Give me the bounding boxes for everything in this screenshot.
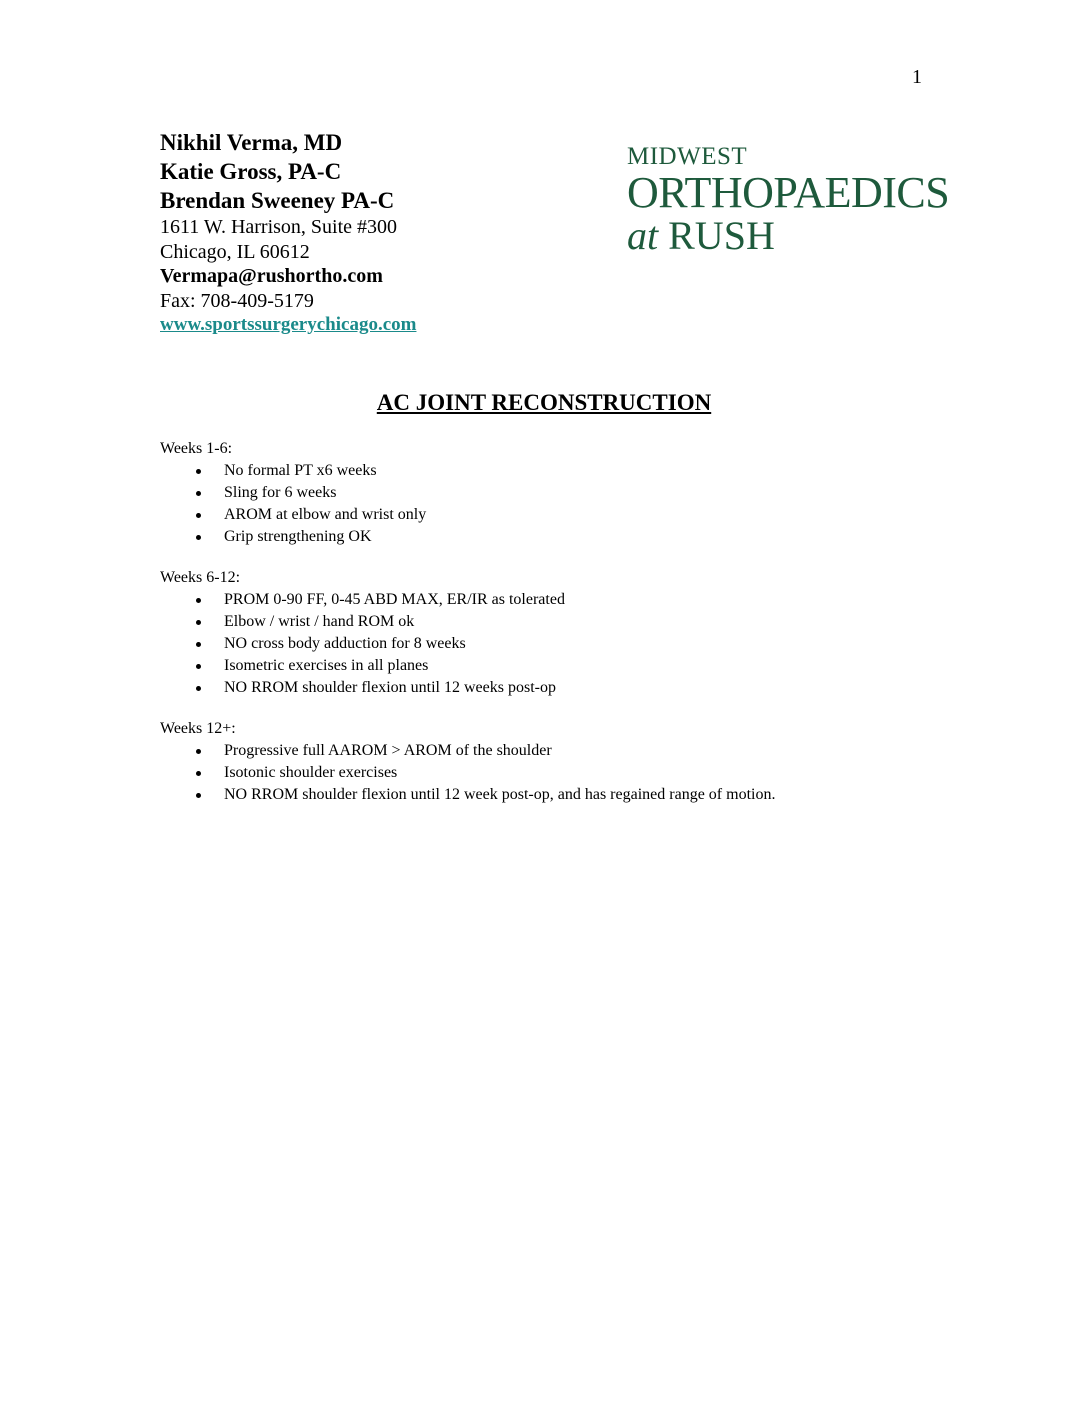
bullet-list	[160, 589, 980, 699]
protocol-content	[160, 438, 980, 825]
provider-name-2: Katie Gross, PA-C	[160, 159, 342, 184]
page-number: 1	[912, 66, 922, 88]
bullet-icon	[196, 535, 201, 540]
list-item-text: NO RROM shoulder flexion until 12 week post-op, and has regained range of motion.	[224, 786, 776, 803]
list-item	[160, 633, 980, 655]
list-item	[160, 655, 980, 677]
section-weeks-1-6	[160, 438, 980, 548]
list-item	[160, 460, 980, 482]
logo-line-orthopaedics: ORTHOPAEDICS	[627, 168, 950, 217]
list-item-text: Grip strengthening OK	[224, 528, 372, 545]
list-item	[160, 762, 980, 784]
bullet-icon	[196, 793, 201, 798]
provider-name-1: Nikhil Verma, MD	[160, 130, 343, 155]
bullet-icon	[196, 642, 201, 647]
address-street: 1611 W. Harrison, Suite #300	[160, 216, 398, 238]
document-title: AC JOINT RECONSTRUCTION	[376, 390, 712, 415]
bullet-icon	[196, 664, 201, 669]
bullet-icon	[196, 469, 201, 474]
logo-at: at	[627, 213, 659, 258]
list-item	[160, 677, 980, 699]
bullet-icon	[196, 513, 201, 518]
bullet-icon	[196, 620, 201, 625]
list-item	[160, 611, 980, 633]
section-weeks-6-12	[160, 567, 980, 699]
provider-name-3: Brendan Sweeney PA-C	[160, 188, 395, 213]
bullet-icon	[196, 686, 201, 691]
address-city: Chicago, IL 60612	[160, 240, 310, 263]
bullet-icon	[196, 749, 201, 754]
list-item-text: PROM 0-90 FF, 0-45 ABD MAX, ER/IR as tolerated	[224, 591, 565, 608]
email-address: Vermapa@rushortho.com	[160, 265, 383, 287]
list-item-text: Elbow / wrist / hand ROM ok	[224, 613, 415, 630]
list-item-text: NO RROM shoulder flexion until 12 weeks post-op	[224, 679, 556, 696]
list-item	[160, 482, 980, 504]
list-item	[160, 526, 980, 548]
list-item	[160, 589, 980, 611]
list-item-text: Isometric exercises in all planes	[224, 657, 429, 674]
website-link[interactable]: www.sportssurgerychicago.com	[160, 314, 417, 335]
section-heading: Weeks 12+:	[160, 720, 236, 737]
section-heading: Weeks 6-12:	[160, 569, 241, 586]
provider-header	[160, 128, 600, 337]
list-item-text: NO cross body adduction for 8 weeks	[224, 635, 466, 652]
logo-line-midwest: MIDWEST	[627, 143, 748, 170]
midwest-orthopaedics-logo	[627, 143, 967, 257]
list-item-text: Progressive full AAROM > AROM of the shoulder	[224, 742, 552, 759]
bullet-list	[160, 740, 980, 806]
logo-rush: RUSH	[668, 213, 775, 258]
list-item-text: AROM at elbow and wrist only	[224, 506, 427, 523]
list-item-text: Isotonic shoulder exercises	[224, 764, 398, 781]
list-item	[160, 740, 980, 762]
fax-number: Fax: 708-409-5179	[160, 289, 314, 312]
list-item	[160, 784, 980, 806]
list-item	[160, 504, 980, 526]
bullet-icon	[196, 491, 201, 496]
section-weeks-12-plus	[160, 718, 980, 806]
logo-line-at-rush	[627, 215, 967, 257]
bullet-icon	[196, 598, 201, 603]
section-heading: Weeks 1-6:	[160, 440, 233, 457]
list-item-text: Sling for 6 weeks	[224, 484, 337, 501]
bullet-icon	[196, 771, 201, 776]
list-item-text: No formal PT x6 weeks	[224, 462, 377, 479]
bullet-list	[160, 460, 980, 548]
